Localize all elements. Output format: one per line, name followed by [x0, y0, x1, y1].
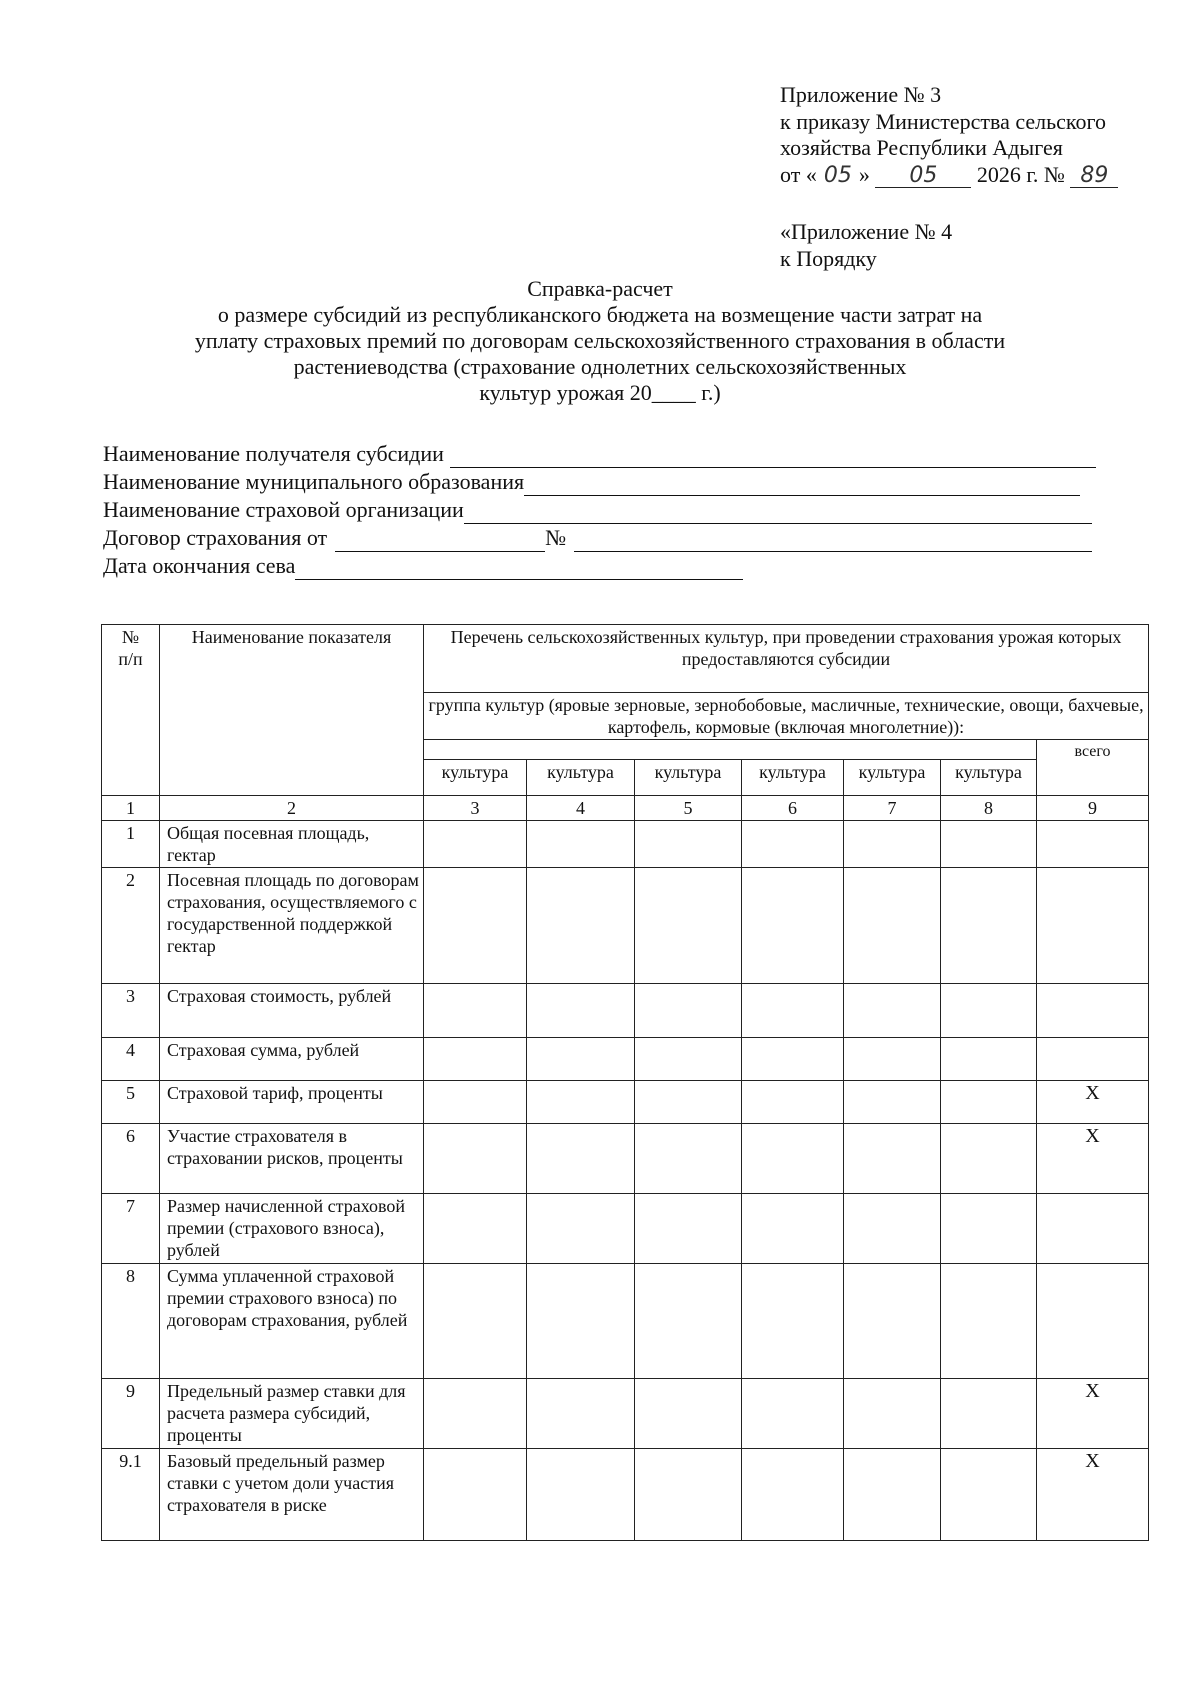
table-row [102, 1038, 1149, 1081]
field-municipality-blank[interactable] [524, 475, 1080, 496]
table-row [102, 1081, 1149, 1124]
culture-value-cell[interactable] [844, 868, 941, 984]
col-number: 2 [160, 796, 424, 821]
row-number: 5 [102, 1081, 160, 1124]
culture-value-cell[interactable] [844, 1081, 941, 1124]
field-contract-label: Договор страхования от [103, 525, 328, 550]
table-row [102, 1124, 1149, 1194]
culture-value-cell[interactable] [527, 1449, 635, 1541]
total-value-cell[interactable]: X [1037, 1124, 1149, 1194]
col-number: 6 [742, 796, 844, 821]
header-row-1 [102, 625, 1149, 693]
culture-value-cell[interactable] [424, 868, 527, 984]
culture-value-cell[interactable] [941, 1194, 1037, 1264]
culture-value-cell[interactable] [527, 868, 635, 984]
culture-value-cell[interactable] [844, 984, 941, 1038]
culture-value-cell[interactable] [742, 984, 844, 1038]
culture-value-cell[interactable] [844, 1038, 941, 1081]
total-value-cell[interactable]: X [1037, 1449, 1149, 1541]
culture-value-cell[interactable] [844, 1194, 941, 1264]
culture-value-cell[interactable] [635, 984, 742, 1038]
culture-value-cell[interactable] [635, 1038, 742, 1081]
field-insurer-label: Наименование страховой организации [103, 497, 464, 522]
culture-value-cell[interactable] [424, 1038, 527, 1081]
culture-value-cell[interactable] [742, 868, 844, 984]
culture-value-cell[interactable] [635, 1124, 742, 1194]
culture-value-cell[interactable] [742, 1081, 844, 1124]
title-line-1: о размере субсидий из республиканского бюджета на возмещение части затрат на [217, 302, 983, 327]
culture-value-cell[interactable] [635, 1264, 742, 1379]
order-reference-line: к приказу Министерства сельского [780, 108, 1106, 134]
field-sowing-end-blank[interactable] [295, 559, 743, 580]
culture-value-cell[interactable] [844, 1379, 941, 1449]
culture-value-cell[interactable] [844, 821, 941, 868]
row-indicator-name: Общая посевная площадь, гектар [160, 821, 424, 868]
culture-value-cell[interactable] [527, 1081, 635, 1124]
crops-list-header: Перечень сельскохозяйственных культур, при проведении страхования урожая которых предоставляются субсидии [424, 625, 1149, 693]
appendix-header [780, 82, 1118, 188]
culture-value-cell[interactable] [527, 984, 635, 1038]
culture-value-cell[interactable] [941, 984, 1037, 1038]
table-row [102, 821, 1149, 868]
row-indicator-name: Посевная площадь по договорам страхования, осуществляемого с государственной поддержкой гектар [160, 868, 424, 984]
row-number: 6 [102, 1124, 160, 1194]
row-indicator-name: Базовый предельный размер ставки с учетом доли участия страхователя в риске [160, 1449, 424, 1541]
col-number: 5 [635, 796, 742, 821]
field-contract-number-blank[interactable] [574, 531, 1092, 552]
field-sowing-end-label: Дата окончания сева [103, 553, 296, 578]
table-row [102, 1449, 1149, 1541]
culture-value-cell[interactable] [635, 868, 742, 984]
row-number: 9.1 [102, 1449, 160, 1541]
handwritten-order-number: 89 [1070, 165, 1118, 188]
culture-value-cell[interactable] [941, 1379, 1037, 1449]
culture-value-cell[interactable] [635, 1081, 742, 1124]
field-contract [103, 524, 1096, 552]
row-number: 4 [102, 1038, 160, 1081]
culture-value-cell[interactable] [742, 1264, 844, 1379]
culture-header-6: культура [742, 760, 844, 796]
culture-value-cell[interactable] [742, 1379, 844, 1449]
row-indicator-name: Предельный размер ставки для расчета размера субсидий, проценты [160, 1379, 424, 1449]
handwritten-month: 05 [875, 165, 971, 188]
col-number: 1 [102, 796, 160, 821]
total-header: всего [1037, 740, 1149, 796]
total-value-cell[interactable] [1037, 1038, 1149, 1081]
crop-names-blank [424, 740, 1037, 760]
culture-value-cell[interactable] [424, 1264, 527, 1379]
total-value-cell[interactable] [1037, 868, 1149, 984]
culture-value-cell[interactable] [941, 821, 1037, 868]
appendix-number: Приложение № 3 [780, 82, 942, 107]
table-row [102, 1194, 1149, 1264]
field-recipient-blank[interactable] [450, 447, 1096, 468]
culture-value-cell[interactable] [941, 868, 1037, 984]
culture-value-cell[interactable] [844, 1264, 941, 1379]
form-fields [103, 440, 1096, 580]
row-indicator-name: Страховая стоимость, рублей [160, 984, 424, 1038]
row-indicator-name: Сумма уплаченной страховой премии страхового взноса) по договорам страхования, рублей [160, 1264, 424, 1379]
culture-value-cell[interactable] [941, 1038, 1037, 1081]
culture-value-cell[interactable] [424, 1081, 527, 1124]
culture-value-cell[interactable] [635, 1449, 742, 1541]
title-heading: Справка-расчет [527, 276, 673, 301]
culture-value-cell[interactable] [742, 1449, 844, 1541]
culture-value-cell[interactable] [941, 1124, 1037, 1194]
culture-value-cell[interactable] [742, 1194, 844, 1264]
order-date-line [780, 162, 1118, 189]
culture-value-cell[interactable] [527, 1194, 635, 1264]
culture-value-cell[interactable] [742, 1124, 844, 1194]
date-year: 2026 г. № [976, 161, 1065, 187]
culture-value-cell[interactable] [424, 1379, 527, 1449]
total-value-cell[interactable] [1037, 984, 1149, 1038]
row-indicator-name: Страховая сумма, рублей [160, 1038, 424, 1081]
row-indicator-name: Участие страхователя в страховании рисков, проценты [160, 1124, 424, 1194]
field-contract-number-label: № [545, 525, 567, 550]
field-municipality-label: Наименование муниципального образования [103, 469, 525, 494]
culture-value-cell[interactable] [424, 984, 527, 1038]
appendix4-line: «Приложение № 4 [780, 219, 953, 244]
field-contract-date-blank[interactable] [335, 531, 545, 552]
row-number: 7 [102, 1194, 160, 1264]
col-number: 7 [844, 796, 941, 821]
culture-value-cell[interactable] [941, 1449, 1037, 1541]
field-municipality [103, 468, 1096, 496]
total-value-cell[interactable] [1037, 1194, 1149, 1264]
row-indicator-name: Размер начисленной страховой премии (страхового взноса), рублей [160, 1194, 424, 1264]
col-number: 3 [424, 796, 527, 821]
culture-value-cell[interactable] [424, 1124, 527, 1194]
culture-value-cell[interactable] [742, 1038, 844, 1081]
total-value-cell[interactable]: X [1037, 1379, 1149, 1449]
culture-value-cell[interactable] [635, 821, 742, 868]
culture-value-cell[interactable] [742, 821, 844, 868]
to-order-line: к Порядку [780, 245, 877, 271]
col-no-header: № п/п [102, 625, 160, 796]
culture-value-cell[interactable] [635, 1194, 742, 1264]
culture-header-5: культура [635, 760, 742, 796]
row-number: 2 [102, 868, 160, 984]
col-number: 8 [941, 796, 1037, 821]
total-value-cell[interactable]: X [1037, 1081, 1149, 1124]
culture-value-cell[interactable] [424, 821, 527, 868]
table-row [102, 1379, 1149, 1449]
col-number: 9 [1037, 796, 1149, 821]
column-numbers-row [102, 796, 1149, 821]
appendix4-header [780, 219, 952, 272]
row-number: 1 [102, 821, 160, 868]
culture-value-cell[interactable] [424, 1194, 527, 1264]
field-insurer-blank[interactable] [464, 503, 1092, 524]
culture-value-cell[interactable] [527, 821, 635, 868]
culture-value-cell[interactable] [527, 1379, 635, 1449]
culture-value-cell[interactable] [941, 1081, 1037, 1124]
culture-header-3: культура [424, 760, 527, 796]
total-value-cell[interactable] [1037, 1264, 1149, 1379]
title-line-4: культур урожая 20____ г.) [479, 380, 721, 405]
total-value-cell[interactable] [1037, 821, 1149, 868]
row-number: 8 [102, 1264, 160, 1379]
calculation-table [101, 624, 1149, 1541]
culture-value-cell[interactable] [635, 1379, 742, 1449]
culture-value-cell[interactable] [527, 1264, 635, 1379]
field-recipient-label: Наименование получателя субсидии [103, 441, 444, 466]
field-sowing-end [103, 552, 1096, 580]
title-line-2: уплату страховых премий по договорам сельскохозяйственного страхования в области [194, 328, 1006, 353]
table-row [102, 984, 1149, 1038]
culture-header-4: культура [527, 760, 635, 796]
culture-value-cell[interactable] [424, 1449, 527, 1541]
date-prefix: от « [780, 161, 817, 187]
col-name-header: Наименование показателя [160, 625, 424, 796]
culture-value-cell[interactable] [527, 1038, 635, 1081]
table-row [102, 1264, 1149, 1379]
culture-header-7: культура [844, 760, 941, 796]
field-recipient [103, 440, 1096, 468]
row-indicator-name: Страховой тариф, проценты [160, 1081, 424, 1124]
ministry-line: хозяйства Республики Адыгея [780, 135, 1063, 160]
culture-value-cell[interactable] [844, 1449, 941, 1541]
title-line-3: растениеводства (страхование однолетних сельскохозяйственных [293, 354, 907, 379]
culture-value-cell[interactable] [527, 1124, 635, 1194]
culture-header-8: культура [941, 760, 1037, 796]
handwritten-day: 05 [823, 162, 852, 188]
culture-value-cell[interactable] [941, 1264, 1037, 1379]
crop-group-header: группа культур (яровые зерновые, зернобобовые, масличные, технические, овощи, бахчевые, картофель, кормовые (включая многолетние)): [424, 693, 1149, 740]
culture-value-cell[interactable] [844, 1124, 941, 1194]
document-title [100, 276, 1100, 406]
col-number: 4 [527, 796, 635, 821]
date-mid: » [858, 161, 870, 187]
row-number: 3 [102, 984, 160, 1038]
row-number: 9 [102, 1379, 160, 1449]
field-insurer [103, 496, 1096, 524]
table-row [102, 868, 1149, 984]
